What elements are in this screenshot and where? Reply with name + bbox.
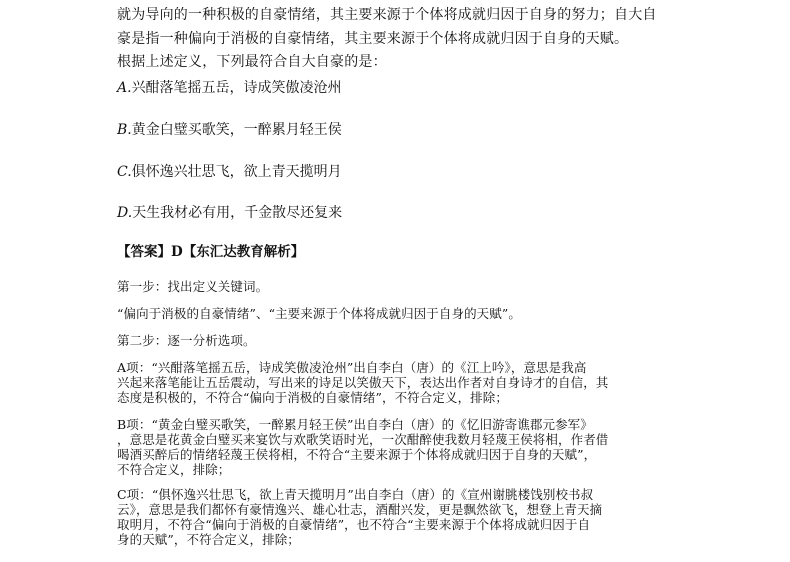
analysis-a-line-2: 兴起来落笔能让五岳震动，写出来的诗足以笑傲天下，表达出作者对自身诗才的自信，其 xyxy=(117,375,609,390)
analysis-keywords: “偏向于消极的自豪情绪”、“主要来源于个体将成就归因于自身的天赋”。 xyxy=(117,306,521,321)
option-c[interactable] xyxy=(117,163,342,181)
analysis-c-line-3: 取明月，不符合“偏向于消极的自豪情绪”，也不符合“主要来源于个体将成就归因于自 xyxy=(117,517,591,532)
option-d[interactable] xyxy=(117,204,342,222)
analysis-step-2: 第二步：逐一分析选项。 xyxy=(117,333,256,348)
option-c-text: 俱怀逸兴壮思飞，欲上青天揽明月 xyxy=(131,164,342,180)
analysis-a-line-1: A项：“兴酣落笔摇五岳，诗成笑傲凌沧州”出自李白（唐）的《江上吟》，意思是我高 xyxy=(117,360,587,375)
analysis-a-line-3: 态度是积极的，不符合“偏向于消极的自豪情绪”，不符合定义，排除； xyxy=(117,390,508,405)
analysis-b-line-2: ，意思是花黄金白璧买来宴饮与欢歌笑语时光，一次酣醉使我数月轻蔑王侯将相，作者借 xyxy=(117,432,609,447)
analysis-c-line-4: 身的天赋”，不符合定义，排除； xyxy=(117,532,300,547)
analysis-step-1: 第一步：找出定义关键词。 xyxy=(117,279,269,294)
question-line-2: 豪是指一种偏向于消极的自豪情绪，其主要来源于个体将成就归因于自身的天赋。 xyxy=(117,31,629,47)
question-prompt: 根据上述定义，下列最符合自大自豪的是： xyxy=(117,54,387,70)
analysis-b-line-4: 不符合定义，排除； xyxy=(117,462,231,477)
option-d-text: 天生我材必有用，千金散尽还复来 xyxy=(132,205,343,221)
analysis-b-line-1: B项：“黄金白璧买歌笑，一醉累月轻王侯”出自李白（唐）的《忆旧游寄谯郡元参军》 xyxy=(117,417,593,432)
option-b-letter: B. xyxy=(117,122,132,138)
option-a-letter: A. xyxy=(117,80,132,96)
answer-heading: 【答案】D【东汇达教育解析】 xyxy=(117,244,305,260)
analysis-b-line-3: 喝酒买醉后的情绪轻蔑王侯将相，不符合“主要来源于个体将成就归因于自身的天赋”， xyxy=(117,447,597,462)
option-a[interactable] xyxy=(117,79,342,97)
analysis-c-line-1: C项：“俱怀逸兴壮思飞，欲上青天揽明月”出自李白（唐）的《宣州谢朓楼饯别校书叔 xyxy=(117,487,594,502)
analysis-c-line-2: 云》，意思是我们都怀有豪情逸兴、雄心壮志，酒酣兴发，更是飘然欲飞，想登上青天摘 xyxy=(117,502,603,517)
option-c-letter: C. xyxy=(117,164,132,180)
option-a-text: 兴酣落笔摇五岳，诗成笑傲凌沧州 xyxy=(131,80,342,96)
option-b-text: 黄金白璧买歌笑，一醉累月轻王侯 xyxy=(131,122,342,138)
question-line-1: 就为导向的一种积极的自豪情绪，其主要来源于个体将成就归因于自身的努力；自大自 xyxy=(117,7,657,23)
option-d-letter: D. xyxy=(117,205,133,221)
option-b[interactable] xyxy=(117,121,342,139)
